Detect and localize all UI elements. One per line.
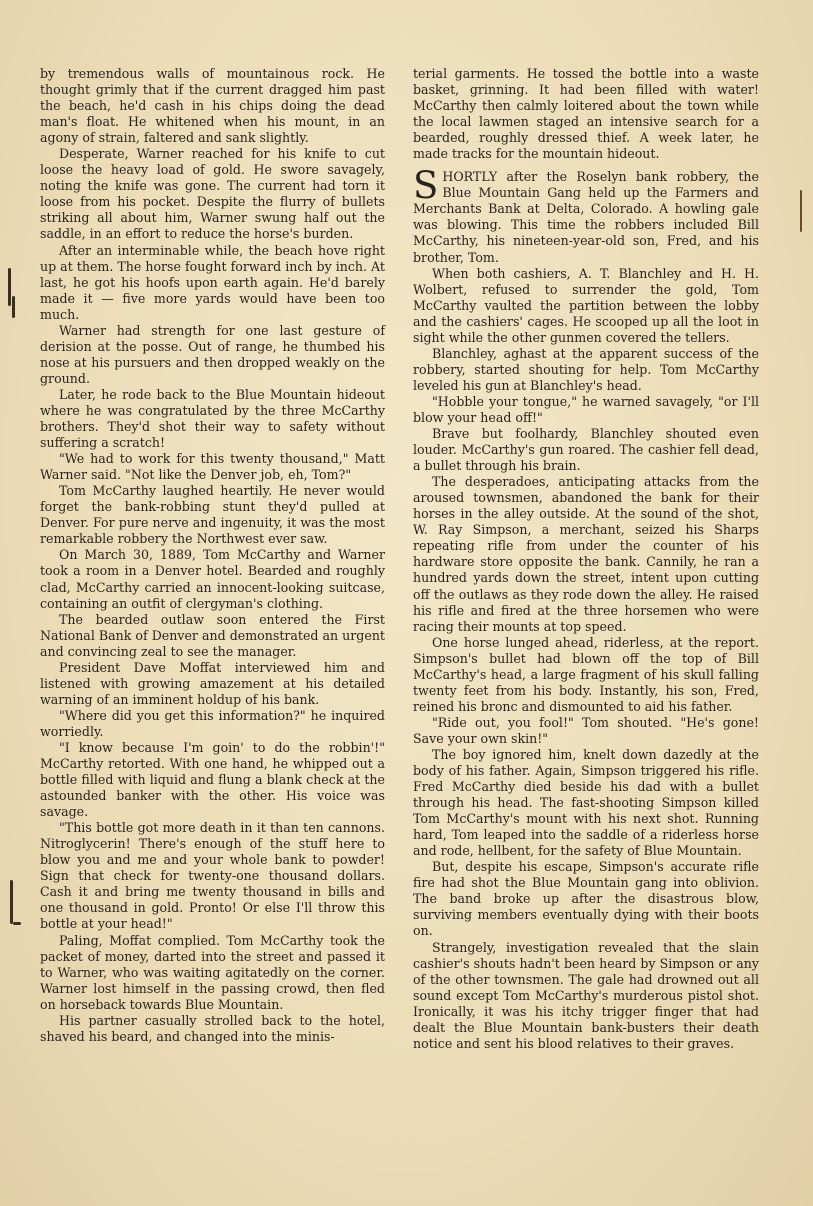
section-lead-paragraph xyxy=(413,164,759,265)
paragraph: But, despite his escape, Simpson's accurate rifle fire had shot the Blue Mountain gang into oblivion. The band broke up after the disastrous blow, surviving members eventually dying with their boots on. xyxy=(413,859,759,939)
paragraph: On March 30, 1889, Tom McCarthy and Warner took a room in a Denver hotel. Bearded and roughly clad, McCarthy carried an innocent-looking suitcase, containing an outfit of clergyman's clothing. xyxy=(40,547,385,611)
drop-cap: S xyxy=(413,164,439,208)
paragraph: Blanchley, aghast at the apparent success of the robbery, started shouting for help. Tom McCarthy leveled his gun at Blanchley's head. xyxy=(413,345,759,393)
drop-cap-rest: HORTLY after the Roselyn bank robbery, the Blue Mountain Gang held up the Farmers and Merchants Bank at Delta, Colorado. A howling gale was blowing. This time the robbers included Bill McCarthy, his nineteen-year-old son, Fred, and his brother, Tom. xyxy=(413,169,759,265)
paragraph: "This bottle got more death in it than ten cannons. Nitroglycerin! There's enough of the stuff here to blow you and me and your whole bank to powder! Sign that check for twenty-one thousand dollars. Cash it and bring me twenty thousand in bills and one thousand in gold. Pronto! Or else I'll throw this bottle at your head!" xyxy=(40,820,385,932)
paragraph: Brave but foolhardy, Blanchley shouted even louder. McCarthy's gun roared. The cashier fell dead, a bullet through his brain. xyxy=(413,426,759,474)
left-column xyxy=(40,66,385,1045)
paragraph: The bearded outlaw soon entered the First National Bank of Denver and demonstrated an urgent and convincing zeal to see the manager. xyxy=(40,611,385,659)
paragraph: "We had to work for this twenty thousand," Matt Warner said. "Not like the Denver job, eh, Tom?" xyxy=(40,451,385,483)
paragraph: "Ride out, you fool!" Tom shouted. "He's gone! Save your own skin!" xyxy=(413,714,759,746)
paragraph: Paling, Moffat complied. Tom McCarthy took the packet of money, darted into the street and passed it to Warner, who was waiting agitatedly on the corner. Warner lost himself in the passing crowd, then fled on horseback towards Blue Mountain. xyxy=(40,932,385,1012)
paragraph: "I know because I'm goin' to do the robbin'!" McCarthy retorted. With one hand, he whipped out a bottle filled with liquid and flung a blank check at the astounded banker with the other. His voice was savage. xyxy=(40,739,385,820)
right-column-paragraphs xyxy=(413,266,759,1052)
right-column-intro: terial garments. He tossed the bottle into a waste basket, grinning. It had been filled with water! McCarthy then calmly loitered about the town while the local lawmen staged an intensive search for a bearded, roughly dressed thief. A week later, he made tracks for the mountain hideout. xyxy=(413,66,759,162)
paragraph: When both cashiers, A. T. Blanchley and H. H. Wolbert, refused to surrender the gold, Tom McCarthy vaulted the partition between the lobby and the cashiers' cages. He scooped up all the loot in sight while the other gunmen covered the tellers. xyxy=(413,265,759,345)
margin-mark xyxy=(12,296,15,318)
paragraph: Tom McCarthy laughed heartily. He never would forget the bank-robbing stunt they'd pulled at Denver. For pure nerve and ingenuity, it was the most remarkable robbery the Northwest ever saw. xyxy=(40,483,385,547)
right-column xyxy=(413,66,759,1052)
paragraph: "Hobble your tongue," he warned savagely, "or I'll blow your head off!" xyxy=(413,393,759,425)
paragraph: Desperate, Warner reached for his knife to cut loose the heavy load of gold. He swore savagely, noting the knife was gone. The current had torn it loose from his pocket. Despite the flurry of bullets striking all about him, Warner swung half out the saddle, in an effort to reduce the horse's burden. xyxy=(40,146,385,242)
paragraph: His partner casually strolled back to the hotel, shaved his beard, and changed into the minis- xyxy=(40,1012,385,1044)
paragraph: by tremendous walls of mountainous rock. He thought grimly that if the current dragged him past the beach, he'd cash in his chips doing the dead man's float. He whitened when his mount, in an agony of strain, faltered and sank slightly. xyxy=(40,66,385,146)
paragraph: "Where did you get this information?" he inquired worriedly. xyxy=(40,707,385,739)
margin-mark xyxy=(800,190,802,232)
margin-mark xyxy=(10,880,13,924)
paragraph: One horse lunged ahead, riderless, at the report. Simpson's bullet had blown off the top of Bill McCarthy's head, a large fragment of his skull falling twenty feet from his body. Instantly, his son, Fred, reined his bronc and dismounted to aid his father. xyxy=(413,634,759,714)
paragraph: The desperadoes, anticipating attacks from the aroused townsmen, abandoned the bank for their horses in the alley outside. At the sound of the shot, W. Ray Simpson, a merchant, seized his Sharps repeating rifle from under the counter of his hardware store opposite the bank. Cannily, he ran a hundred yards down the street, intent upon cutting off the outlaws as they rode down the alley. He raised his rifle and fired at the three horsemen who were racing their mounts at top speed. xyxy=(413,474,759,634)
paragraph: The boy ignored him, knelt down dazedly at the body of his father. Again, Simpson triggered his rifle. Fred McCarthy died beside his dad with a bullet through his head. The fast-shooting Simpson killed Tom McCarthy's mount with his next shot. Running hard, Tom leaped into the saddle of a riderless horse and rode, hellbent, for the safety of Blue Mountain. xyxy=(413,746,759,859)
paragraph: After an interminable while, the beach hove right up at them. The horse fought forward inch by inch. At last, he got his hoofs upon earth again. He'd barely made it — five more yards would have been too much. xyxy=(40,242,385,322)
margin-mark xyxy=(8,268,11,306)
paragraph: Later, he rode back to the Blue Mountain hideout where he was congratulated by the three McCarthy brothers. They'd shot their way to safety without suffering a scratch! xyxy=(40,386,385,451)
paragraph: President Dave Moffat interviewed him and listened with growing amazement at his detailed warning of an imminent holdup of his bank. xyxy=(40,659,385,707)
paragraph: Strangely, investigation revealed that the slain cashier's shouts hadn't been heard by Simpson or any of the other townsmen. The gale had drowned out all sound except Tom McCarthy's murderous pistol shot. Ironically, it was his itchy trigger finger that had dealt the Blue Mountain bank-busters their death notice and sent his blood relatives to their graves. xyxy=(413,939,759,1051)
margin-mark xyxy=(13,922,21,925)
paragraph: Warner had strength for one last gesture of derision at the posse. Out of range, he thumbed his nose at his pursuers and then dropped weakly on the ground. xyxy=(40,322,385,386)
